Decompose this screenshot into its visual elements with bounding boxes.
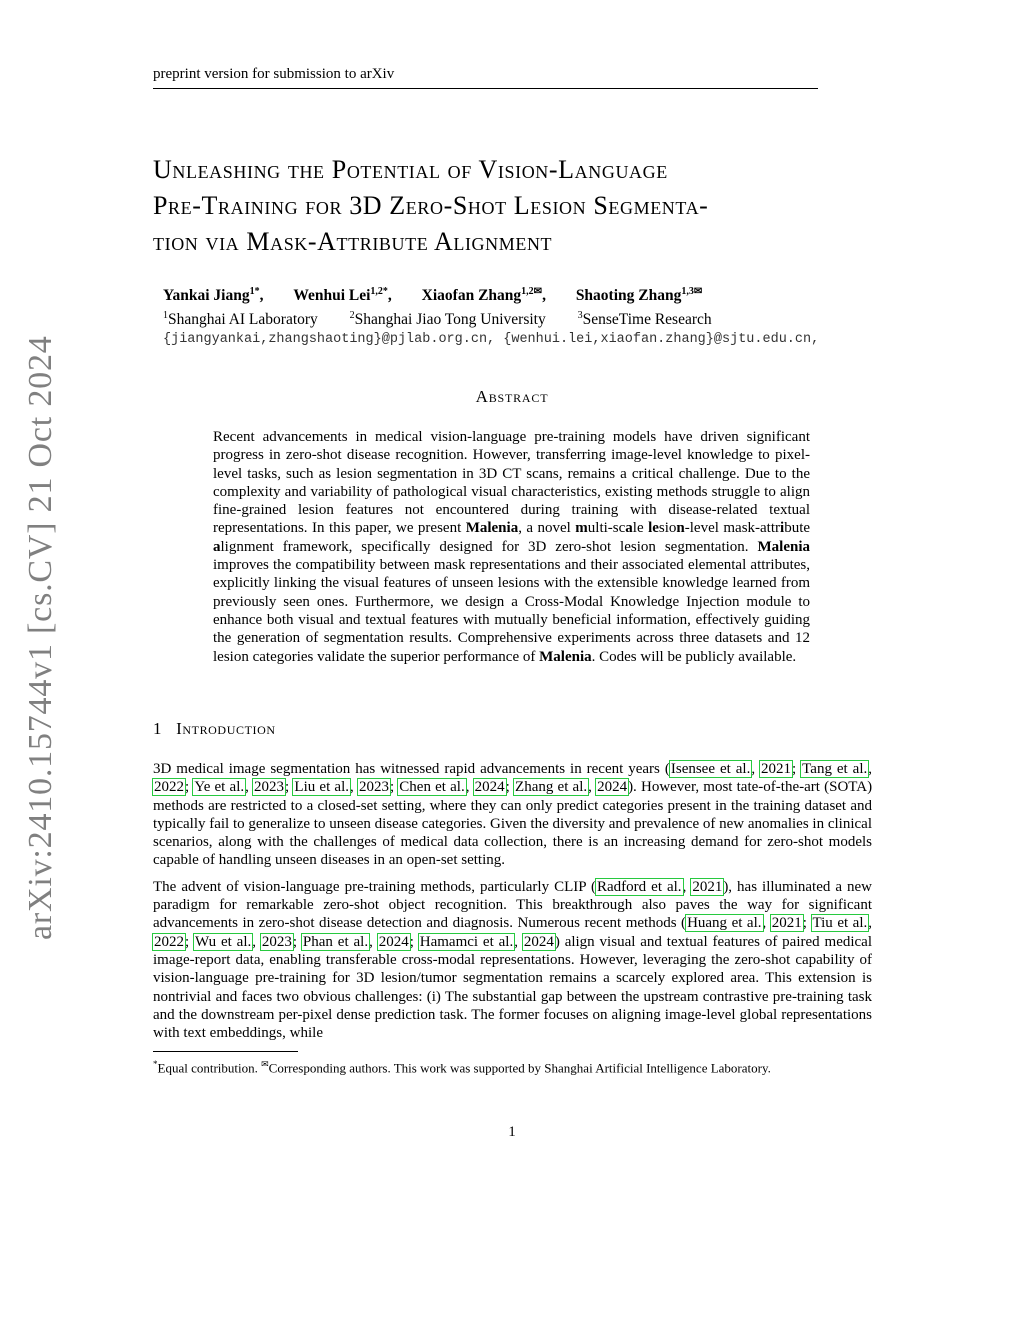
author-block xyxy=(163,282,819,350)
citation-link[interactable]: 2024 xyxy=(474,779,505,796)
citation-link[interactable]: Wu et al. xyxy=(195,933,252,950)
author-name: Shaoting Zhang$^{1,3✉}$ xyxy=(575,286,703,305)
citation-link[interactable]: 2024 xyxy=(523,933,554,950)
page-number: 1 xyxy=(508,1124,516,1140)
author-names xyxy=(163,282,819,306)
paper-title xyxy=(153,152,873,260)
citation-link[interactable]: Tiu et al. xyxy=(812,915,868,932)
running-header: preprint version for submission to arXiv xyxy=(153,66,395,82)
citation-link[interactable]: Hamamci et al. xyxy=(419,933,514,950)
section-heading: 1 Introduction xyxy=(153,719,276,738)
affiliation: $^1$Shanghai AI Laboratory xyxy=(163,310,318,329)
citation-link[interactable]: 2022 xyxy=(154,779,184,796)
intro-paragraph-2: The advent of vision-language pre-training methods, particularly CLIP (Radford et al., 2021), has illuminated a new paradigm for remarkable zero-shot object recognition. This breakthrough also paves the way for significant advancements in zero-shot disease detection and diagnosis. Numerous recent methods (Huang et al., 2021; Tiu et al., 2022; Wu et al., 2023; Phan et al., 2024; Hamamci et al., 2024) align visual and textual features of paired medical image-report data, enabling transferable cross-modal representations. However, leveraging the zero-shot capability of vision-language pre-training for 3D lesion/tumor segmentation remains a scarcely explored area. This extension is nontrivial and faces two obvious challenges: (i) The substantial gap between the upstream contrastive pre-training task and the downstream per-pixel dense prediction task. The former focuses on aligning image-level global representations with text embeddings, while xyxy=(153,878,873,1042)
author-emails: {jiangyankai,zhangshaoting}@pjlab.org.cn, {wenhui.lei,xiaofan.zhang}@sjtu.edu.cn, xyxy=(163,332,820,348)
citation-link[interactable]: 2024 xyxy=(597,779,628,796)
citation-link[interactable]: 2021 xyxy=(771,915,802,932)
author-name: Xiaofan Zhang$^{1,2✉}$, xyxy=(421,286,546,305)
title-line-2: Pre-Training for 3D Zero-Shot Lesion Segmenta- xyxy=(153,191,709,220)
citation-link[interactable]: Huang et al. xyxy=(687,915,762,932)
citation-link[interactable]: 2023 xyxy=(261,933,292,950)
citation-link[interactable]: Isensee et al. xyxy=(670,761,751,777)
footnote: *Equal contribution. ✉Corresponding authors. This work was supported by Shanghai Artificial Intelligence Laboratory. xyxy=(153,1059,771,1076)
abstract-heading: Abstract xyxy=(475,387,549,406)
citation-link[interactable]: Radford et al. xyxy=(597,878,682,895)
citation-link[interactable]: 2021 xyxy=(761,761,792,777)
citation-link[interactable]: 2023 xyxy=(254,779,285,796)
intro-paragraph-1: 3D medical image segmentation has witnessed rapid advancements in recent years (Isensee et al., 2021; Tang et al., 2022; Ye et al., 2023; Liu et al., 2023; Chen et al., 2024; Zhang et al., 2024). However, most tate-of-the-art (SOTA) methods are restricted to a closed-set setting, where they can only predict categories present in the training dataset and typically fail to generalize to unseen disease categories. Given the diversity and prevalence of new anomalies in clinical scenarios, along with the challenges of medical data collection, there is an increasing demand for zero-shot models capable of handling unseen diseases in an open-set setting. xyxy=(153,761,873,869)
title-line-1: Unleashing the Potential of Vision-Language xyxy=(153,155,668,184)
citation-link[interactable]: 2022 xyxy=(154,933,184,950)
affiliation: $^2$Shanghai Jiao Tong University xyxy=(349,310,546,329)
method-name: Malenia xyxy=(465,520,519,537)
citation-link[interactable]: Chen et al. xyxy=(399,779,465,796)
citation-link[interactable]: Liu et al. xyxy=(294,779,349,796)
introduction-body xyxy=(153,760,872,1050)
method-name: Malenia xyxy=(757,538,811,555)
method-name: Malenia xyxy=(539,648,592,665)
title-line-3: tion via Mask-Attribute Alignment xyxy=(153,227,553,256)
author-name: Yankai Jiang$^{1*}$, xyxy=(163,286,264,305)
footnote-rule xyxy=(153,1051,298,1052)
affiliations xyxy=(163,306,819,330)
citation-link[interactable]: Tang et al. xyxy=(802,761,868,777)
header-rule xyxy=(153,88,818,89)
citation-link[interactable]: 2024 xyxy=(378,933,409,950)
citation-link[interactable]: 2023 xyxy=(358,779,389,796)
affiliation: $^3$SenseTime Research xyxy=(577,310,712,329)
citation-link[interactable]: Zhang et al. xyxy=(515,779,588,796)
citation-link[interactable]: 2021 xyxy=(692,878,723,895)
arxiv-identifier-stamp: arXiv:2410.15744v1 [cs.CV] 21 Oct 2024 xyxy=(22,335,59,940)
abstract-text: Recent advancements in medical vision-language pre-training models have driven significant progress in zero-shot disease recognition. However, transferring image-level knowledge to pixel-level tasks, such as lesion segmentation in 3D CT scans, remains a critical challenge. Due to the complexity and variability of pathological visual characteristics, existing methods struggle to align fine-grained lesion features not encountered during training with disease-related textual representations. In this paper, we present Malenia, a novel multi-scale lesion-level mask-attribute alignment framework, specifically designed for 3D zero-shot lesion segmentation. Malenia improves the compatibility between mask representations and their associated elemental attributes, explicitly linking the visual features of unseen lesions with the extensible knowledge learned from previously seen ones. Furthermore, we design a Cross-Modal Knowledge Injection module to enhance both visual and textual features with mutually beneficial information, effectively guiding the generation of segmentation results. Comprehensive experiments across three datasets and 12 lesion categories validate the superior performance of Malenia. Codes will be publicly available. xyxy=(213,429,811,665)
citation-link[interactable]: Phan et al. xyxy=(302,933,369,950)
citation-link[interactable]: Ye et al. xyxy=(194,779,245,796)
author-name: Wenhui Lei$^{1,2*}$, xyxy=(293,286,392,305)
